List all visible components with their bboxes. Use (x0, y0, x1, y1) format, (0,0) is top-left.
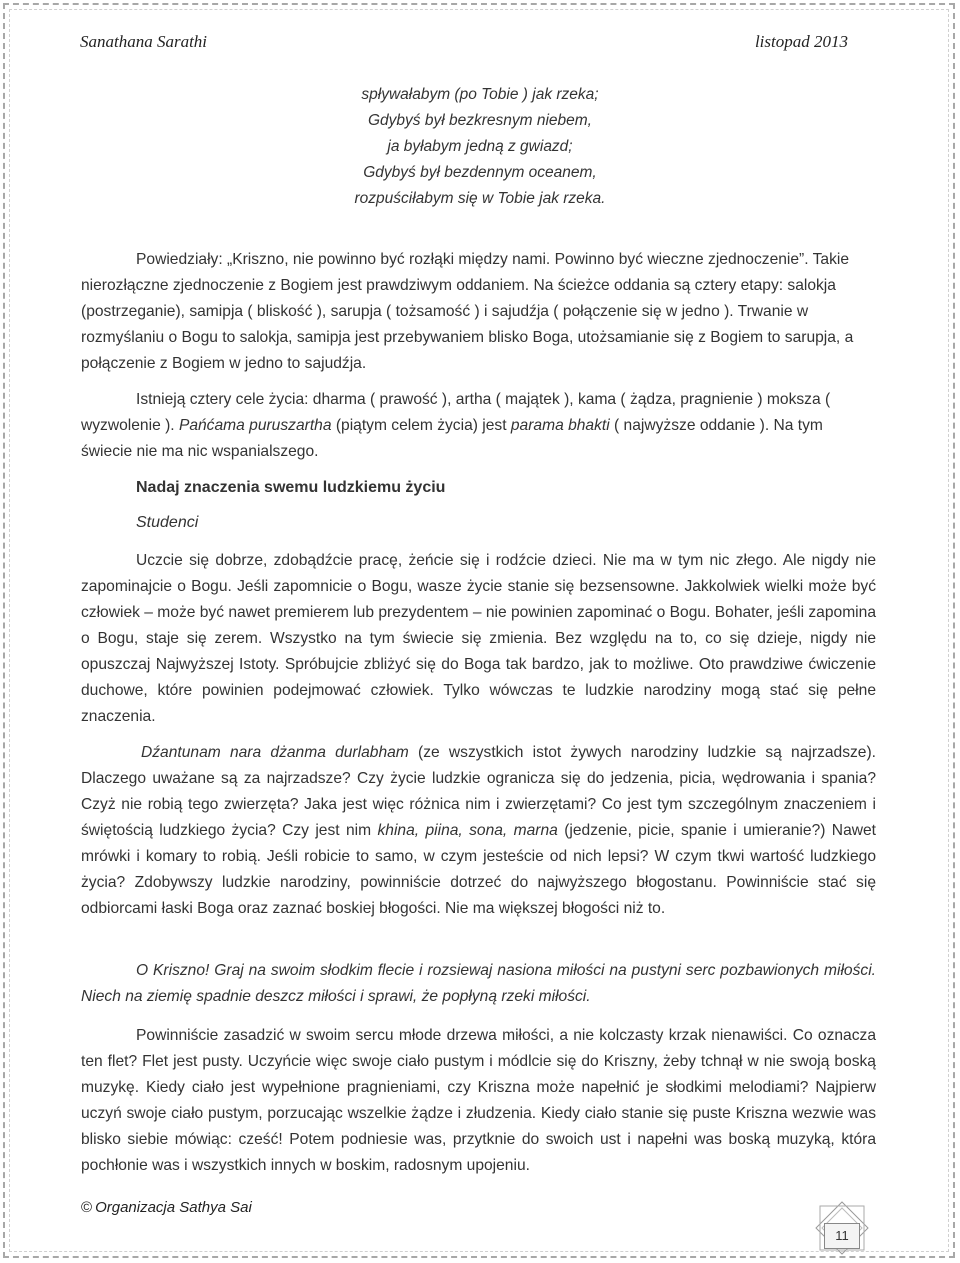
text-run-italic: khina, piina, sona, marna (377, 822, 558, 839)
text-run: ( najwyższe oddanie ). Na tym świecie nie ma nic wspanialszego. (81, 417, 823, 460)
poem-line: spływałabym (po Tobie ) jak rzeka; (361, 86, 599, 103)
poem-line: Gdybyś był bezkresnym niebem, (368, 112, 592, 129)
copyright-icon: © (81, 1199, 93, 1216)
text-run: (piątym celem życia) jest (331, 417, 511, 434)
paragraph-goals (81, 387, 876, 465)
paragraph-union: Powiedziały: „Kriszno, nie powinno być rozłąki między nami. Powinno być wieczne zjednoczenie”. Takie nierozłączne zjednoczenie z Bogiem jest prawdziwym oddaniem. Na ścieżce oddania są cztery etapy: salokja (postrzeganie), samipja ( bliskość ), sarupja ( tożsamość ) i sajudźja ( połączenie się w jedno ). Trwanie w rozmyślaniu o Bogu to salokja, samipja jest przebywaniem blisko Boga, utożsamianie się z Bogiem to sarupja, a połączenie z Bogiem w jedno to sajudźja. (81, 251, 854, 372)
paragraph-remember-god: Uczcie się dobrze, zdobądźcie pracę, żeńcie się i rodźcie dzieci. Nie ma w tym nic złego. Ale nigdy nie zapominajcie o Bogu. Jeśli zapomnicie o Bogu, wasze życie stanie się bezsensowne. Jakkolwiek wielki może być człowiek – może być nawet premierem lub prezydentem – nie powinien zapominać o Bogu. Bohater, jeśli zapomina o Bogu, staje się zerem. Wszystko na tym świecie się zmienia. Bez względu na to, co się dzieje, nigdy nie opuszczaj Najwyższej Istoty. Spróbujcie zbliżyć się do Boga tak bardzo, jak to możliwe. Oto prawdziwe ćwiczenie duchowe, które powinien podejmować człowiek. Tylko wówczas te ludzkie narodziny mogą stać się pełne znaczenia. (81, 552, 876, 725)
poem-line: Gdybyś był bezdennym oceanem, (363, 164, 597, 181)
text-run-italic: Pańćama puruszartha (178, 417, 332, 434)
poem (0, 82, 960, 212)
section-audience: Studenci (136, 514, 199, 531)
text-run: (jedzenie, picie, spanie i umieranie?) Nawet mrówki i komary to robią. Jeśli robicie to samo, w czym jesteście od nich lepsi? W czym tkwi wartość ludzkiego życia? Zdobywszy ludzkie narodziny, powinniście dotrzeć do najwyższego błogostanu. Powinniście stać się odbiorcami łaski Boga oraz zaznać boskiej błogości. Nie ma większej błogości niż to. (81, 822, 877, 917)
text-run: Istnieją cztery cele życia: dharma ( prawość ), artha ( majątek ), kama ( żądza, pragnienie ) moksza ( wyzwolenie ). (81, 391, 831, 434)
header-issue-date: listopad 2013 (754, 32, 848, 51)
footer-organization: Organizacja Sathya Sai (95, 1199, 252, 1216)
text-run-italic: Dźantunam nara dżanma durlabham (141, 744, 409, 761)
header-magazine-title: Sanathana Sarathi (80, 32, 208, 51)
footer-copyright (81, 1199, 252, 1216)
section-heading: Nadaj znaczenia swemu ludzkiemu życiu (136, 479, 446, 496)
poem-line: rozpuściłabym się w Tobie jak rzeka. (354, 190, 606, 207)
paragraph-flute-meaning: Powinniście zasadzić w swoim sercu młode drzewa miłości, a nie kolczasty krzak nienawiści. Co oznacza ten flet? Flet jest pusty. Uczyńcie więc swoje ciało pustym i módlcie się do Kriszny, żeby tchnął w nie swoją boską muzykę. Kiedy ciało jest wypełnione pragnieniami, czy Kriszna może napełnić je słodkimi melodiami? Najpierw uczyń swoje ciało pustym, porzucając wszelkie żądze i złudzenia. Kiedy ciało stanie się puste Kriszna wezwie was blisko siebie mówiąc: cześć! Potem podniesie was, przytknie do swoich ust i napełni was boską muzyką, która pochłonie was i wszystkich innych w boskim, radosnym upojeniu. (81, 1027, 876, 1174)
poem-line: ja byłabym jedną z gwiazd; (387, 138, 573, 155)
text-run-italic: parama bhakti (510, 417, 610, 434)
page-number: 11 (824, 1223, 860, 1249)
paragraph-human-birth (81, 740, 876, 922)
text-run: (ze wszystkich istot żywych narodziny ludzkie są najrzadsze). Dlaczego uważane są za najrzadsze? Czy życie ludzkie ogranicza się do jedzenia, picia, wędrowania i spania? Czyż nie robią tego zwierzęta? Jaka jest więc różnica nim i zwierzętami? Co jest tym szczególnym znaczeniem i świętością ludzkiego życia? Czy jest nim (81, 744, 876, 839)
paragraph-flute-prayer: O Kriszno! Graj na swoim słodkim flecie i rozsiewaj nasiona miłości na pustyni serc pozbawionych miłości. Niech na ziemię spadnie deszcz miłości i sprawi, że popłyną rzeki miłości. (81, 962, 876, 1005)
